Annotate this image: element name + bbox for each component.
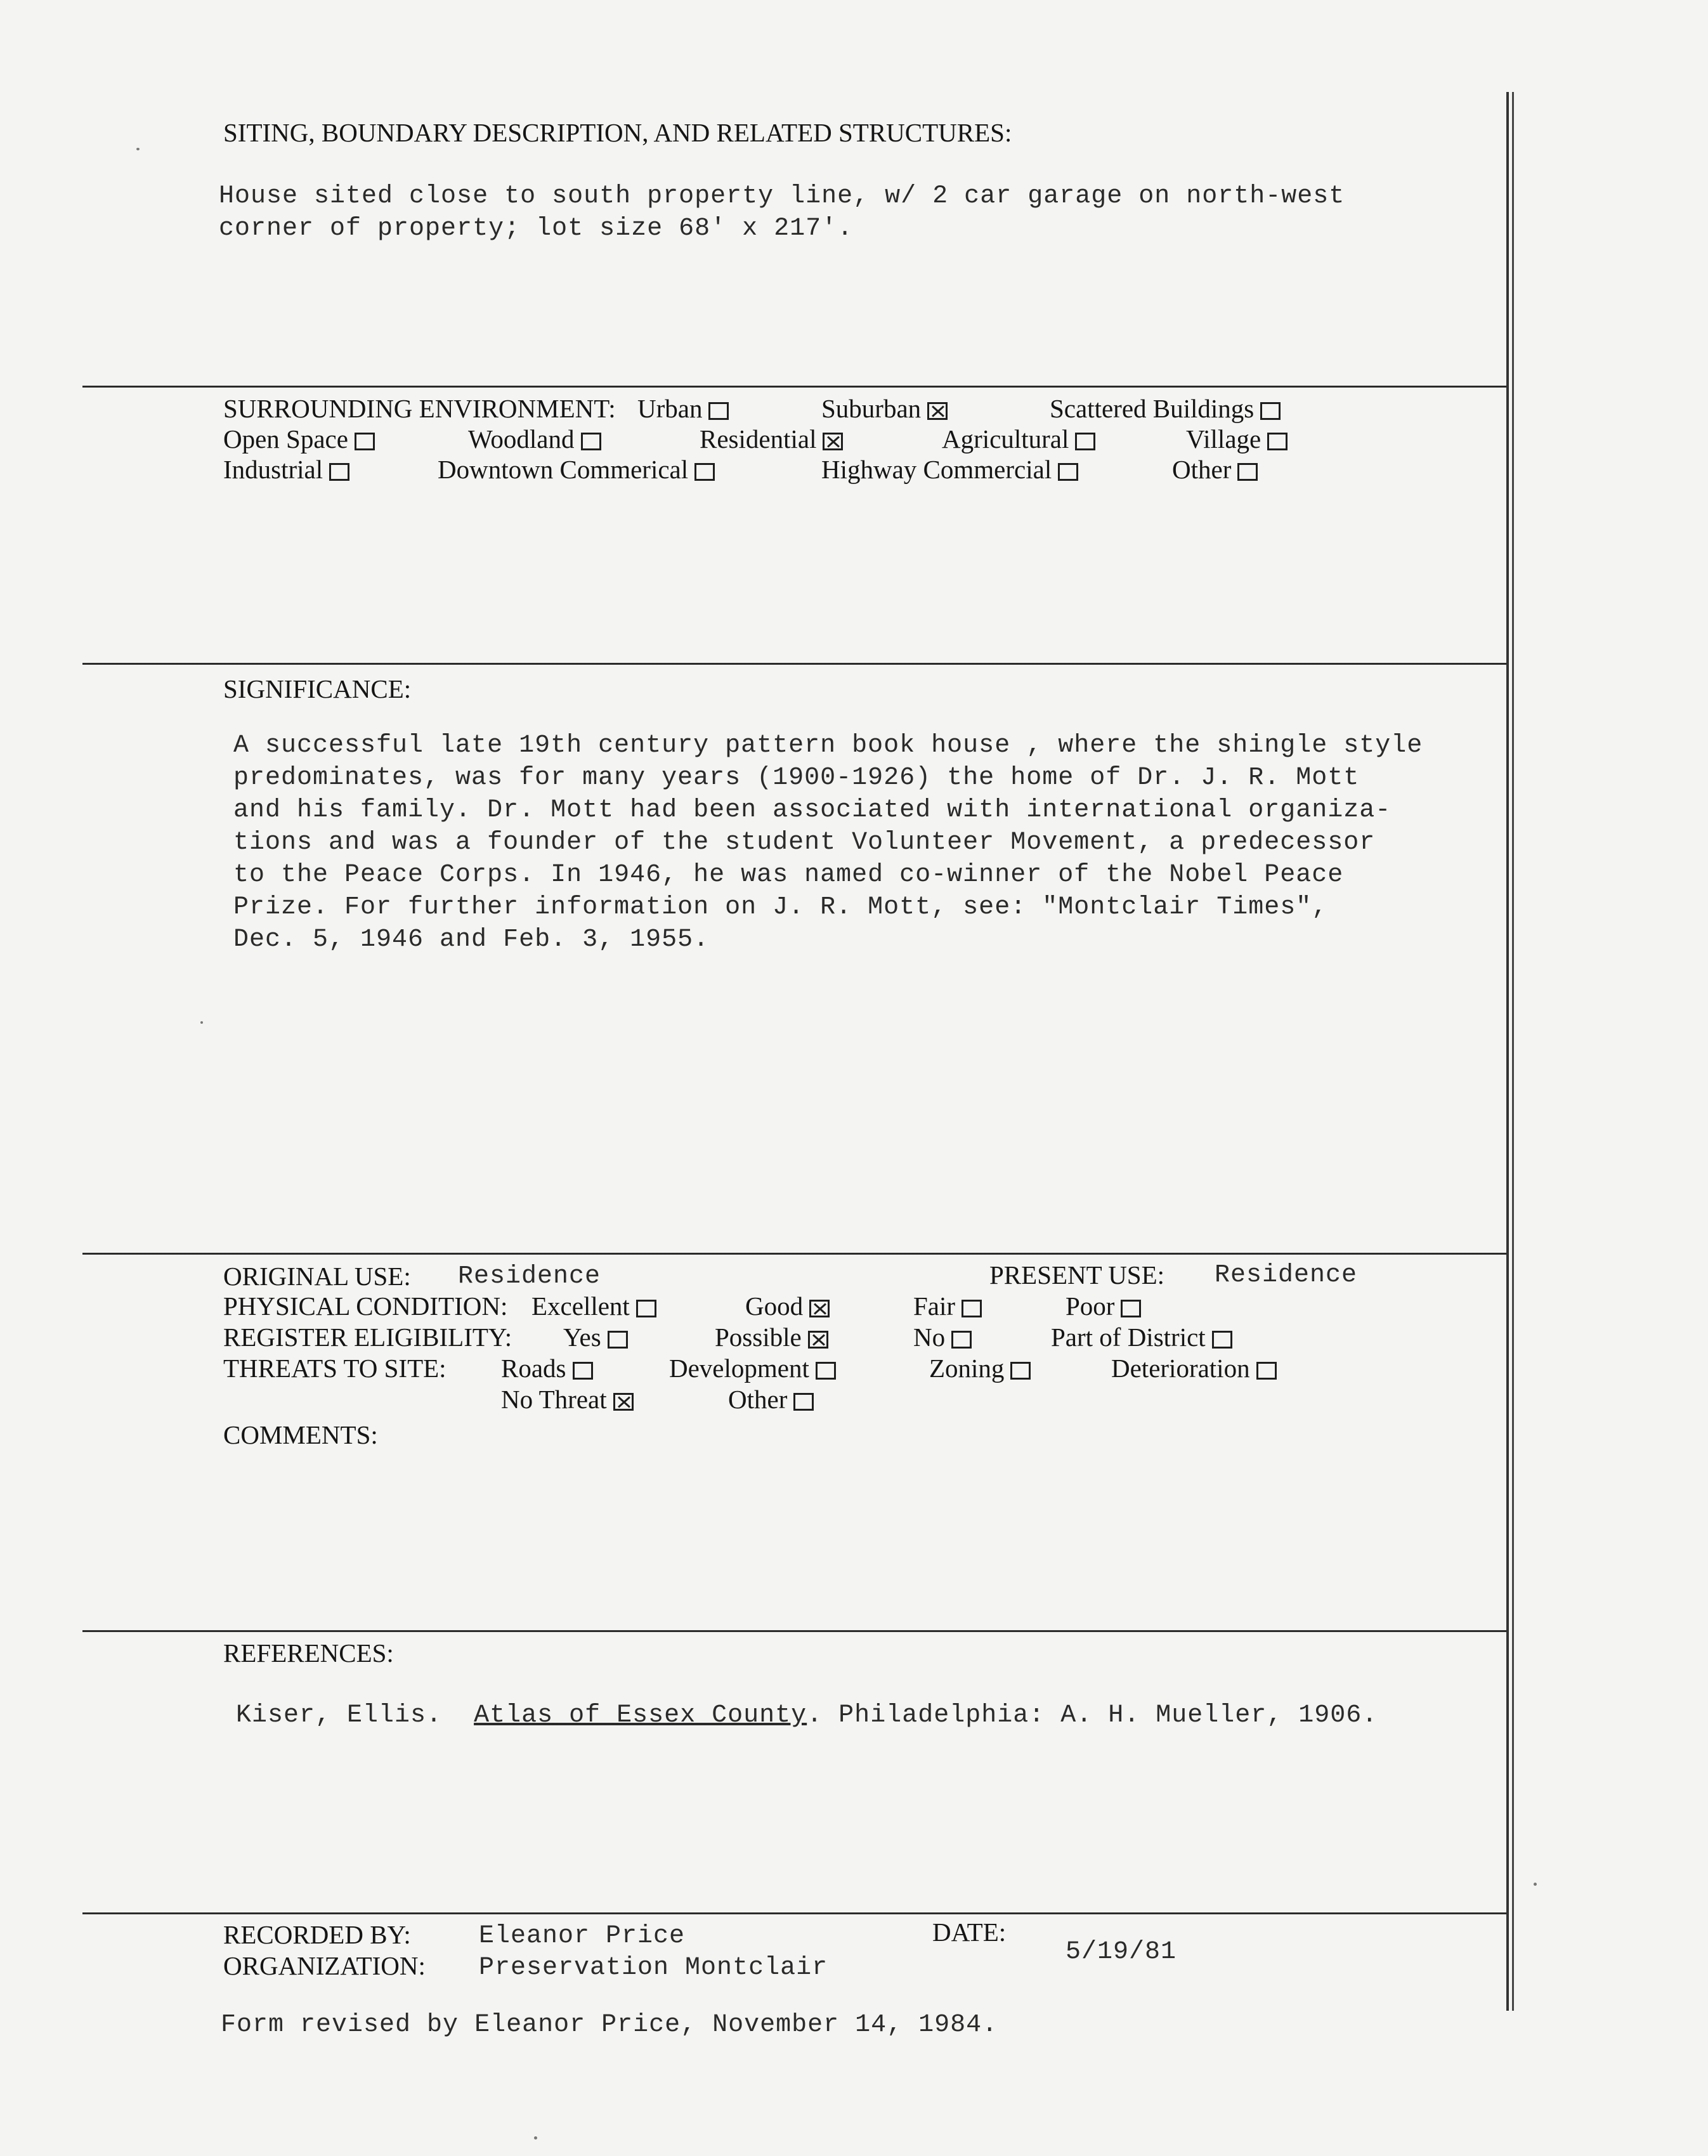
checkbox-unchecked-icon[interactable] <box>581 433 601 450</box>
siting-text-line-1: House sited close to south property line, w/ 2 car garage on north-west <box>219 182 1345 211</box>
scan-speck <box>136 148 140 150</box>
environment-heading: SURROUNDING ENVIRONMENT: <box>223 394 616 423</box>
checkbox-unchecked-icon[interactable] <box>1010 1362 1031 1380</box>
form-revised-note: Form revised by Eleanor Price, November 14, 1984. <box>221 2011 998 2039</box>
env-option-village[interactable]: Village <box>1186 424 1288 454</box>
checkbox-checked-icon[interactable] <box>809 1300 830 1317</box>
checkbox-checked-icon[interactable] <box>823 433 843 450</box>
condition-option-fair[interactable]: Fair <box>913 1291 982 1321</box>
date-label: DATE: <box>932 1918 1007 1947</box>
checkbox-checked-icon[interactable] <box>613 1393 634 1411</box>
checkbox-unchecked-icon[interactable] <box>355 433 375 450</box>
threat-option-roads[interactable]: Roads <box>501 1353 593 1383</box>
checkbox-unchecked-icon[interactable] <box>1267 433 1288 450</box>
right-border-line <box>1506 92 1509 2011</box>
organization-value: Preservation Montclair <box>479 1954 828 1982</box>
threat-option-development[interactable]: Development <box>669 1353 836 1383</box>
env-option-urban[interactable]: Urban <box>637 393 729 424</box>
significance-line: predominates, was for many years (1900-1926) the home of Dr. J. R. Mott <box>233 764 1360 792</box>
present-use-value: Residence <box>1215 1261 1358 1290</box>
section-divider <box>82 1253 1506 1255</box>
eligibility-option-yes[interactable]: Yes <box>563 1322 628 1352</box>
checkbox-unchecked-icon[interactable] <box>708 402 729 420</box>
condition-option-excellent[interactable]: Excellent <box>531 1291 656 1321</box>
env-option-downtown-commerical[interactable]: Downtown Commerical <box>438 454 715 485</box>
references-heading: REFERENCES: <box>223 1638 394 1668</box>
threat-option-other[interactable]: Other <box>728 1384 814 1414</box>
checkbox-unchecked-icon[interactable] <box>951 1331 972 1349</box>
register-eligibility-label: REGISTER ELIGIBILITY: <box>223 1323 512 1352</box>
recorded-by-value: Eleanor Price <box>479 1922 686 1950</box>
env-option-industrial[interactable]: Industrial <box>223 454 349 485</box>
env-option-scattered-buildings[interactable]: Scattered Buildings <box>1050 393 1281 424</box>
significance-line: tions and was a founder of the student Volunteer Movement, a predecessor <box>233 828 1376 857</box>
eligibility-option-part-of-district[interactable]: Part of District <box>1051 1322 1232 1352</box>
scan-speck <box>534 2136 537 2140</box>
significance-line: and his family. Dr. Mott had been associated with international organiza- <box>233 796 1392 825</box>
checkbox-unchecked-icon[interactable] <box>636 1300 656 1317</box>
env-option-agricultural[interactable]: Agricultural <box>942 424 1095 454</box>
scan-speck <box>1534 1883 1537 1886</box>
section-divider <box>82 663 1506 665</box>
checkbox-unchecked-icon[interactable] <box>573 1362 593 1380</box>
env-option-highway-commercial[interactable]: Highway Commercial <box>821 454 1078 485</box>
significance-line: to the Peace Corps. In 1946, he was named co-winner of the Nobel Peace <box>233 861 1344 889</box>
checkbox-unchecked-icon[interactable] <box>1256 1362 1277 1380</box>
siting-heading: SITING, BOUNDARY DESCRIPTION, AND RELATED STRUCTURES: <box>223 118 1012 147</box>
env-option-residential[interactable]: Residential <box>700 424 843 454</box>
recorded-by-label: RECORDED BY: <box>223 1920 411 1949</box>
checkbox-unchecked-icon[interactable] <box>694 463 715 481</box>
original-use-label: ORIGINAL USE: <box>223 1262 411 1291</box>
section-divider <box>82 1630 1506 1632</box>
significance-line: A successful late 19th century pattern book house , where the shingle style <box>233 731 1423 760</box>
checkbox-unchecked-icon[interactable] <box>793 1393 814 1411</box>
condition-option-good[interactable]: Good <box>745 1291 830 1321</box>
significance-heading: SIGNIFICANCE: <box>223 674 412 703</box>
checkbox-checked-icon[interactable] <box>927 402 948 420</box>
siting-text-line-2: corner of property; lot size 68' x 217'. <box>219 214 854 243</box>
section-divider <box>82 1912 1506 1914</box>
comments-heading: COMMENTS: <box>223 1420 378 1449</box>
checkbox-unchecked-icon[interactable] <box>962 1300 982 1317</box>
date-value: 5/19/81 <box>1066 1938 1177 1966</box>
checkbox-unchecked-icon[interactable] <box>1260 402 1281 420</box>
present-use-label: PRESENT USE: <box>989 1260 1165 1290</box>
env-option-woodland[interactable]: Woodland <box>468 424 601 454</box>
checkbox-unchecked-icon[interactable] <box>1121 1300 1141 1317</box>
checkbox-unchecked-icon[interactable] <box>816 1362 836 1380</box>
checkbox-unchecked-icon[interactable] <box>1075 433 1095 450</box>
organization-label: ORGANIZATION: <box>223 1951 426 1980</box>
env-option-other[interactable]: Other <box>1172 454 1258 485</box>
reference-entry: Kiser, Ellis. Atlas of Essex County. Philadelphia: A. H. Mueller, 1906. <box>236 1701 1378 1730</box>
threat-option-deterioration[interactable]: Deterioration <box>1111 1353 1277 1383</box>
right-border-line-inner <box>1512 92 1514 2011</box>
checkbox-unchecked-icon[interactable] <box>329 463 349 481</box>
checkbox-checked-icon[interactable] <box>808 1331 828 1349</box>
reference-title: Atlas of Essex County <box>474 1701 807 1730</box>
original-use-value: Residence <box>458 1262 601 1291</box>
condition-option-poor[interactable]: Poor <box>1066 1291 1141 1321</box>
significance-line: Prize. For further information on J. R. Mott, see: "Montclair Times", <box>233 893 1328 922</box>
checkbox-unchecked-icon[interactable] <box>608 1331 628 1349</box>
threat-option-zoning[interactable]: Zoning <box>929 1353 1031 1383</box>
threat-option-no-threat[interactable]: No Threat <box>501 1384 634 1414</box>
scan-speck <box>200 1021 203 1024</box>
significance-line: Dec. 5, 1946 and Feb. 3, 1955. <box>233 925 710 954</box>
threats-label: THREATS TO SITE: <box>223 1354 447 1383</box>
physical-condition-label: PHYSICAL CONDITION: <box>223 1291 508 1321</box>
eligibility-option-possible[interactable]: Possible <box>715 1322 828 1352</box>
checkbox-unchecked-icon[interactable] <box>1212 1331 1232 1349</box>
section-divider <box>82 386 1506 388</box>
significance-text <box>233 729 1470 956</box>
checkbox-unchecked-icon[interactable] <box>1058 463 1078 481</box>
env-option-suburban[interactable]: Suburban <box>821 393 948 424</box>
checkbox-unchecked-icon[interactable] <box>1237 463 1258 481</box>
env-option-open-space[interactable]: Open Space <box>223 424 375 454</box>
eligibility-option-no[interactable]: No <box>913 1322 972 1352</box>
